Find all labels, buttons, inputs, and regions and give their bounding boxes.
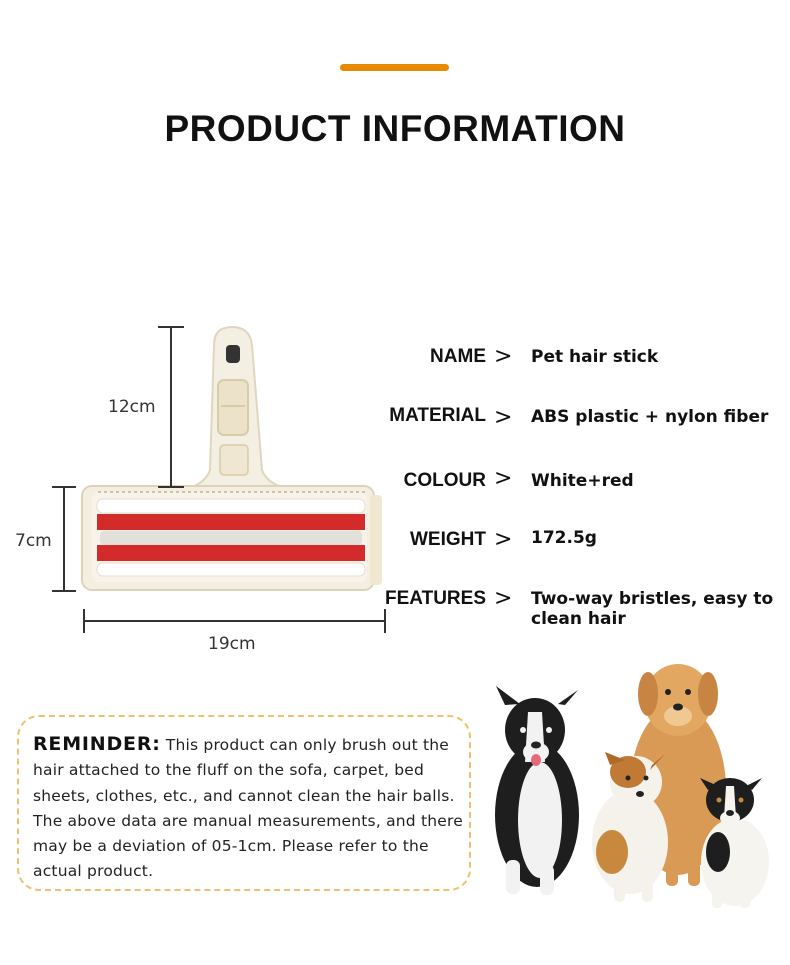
spec-label-colour: COLOUR (403, 470, 486, 491)
depth-dimension-cap-bottom (52, 590, 76, 592)
spec-arrow-weight: > (494, 527, 513, 552)
tricolor-dog (700, 778, 769, 908)
spec-value-material: ABS plastic + nylon fiber (531, 407, 769, 427)
spec-label-weight: WEIGHT (410, 529, 486, 550)
spec-value-colour: White+red (531, 471, 634, 491)
height-dimension-label: 12cm (108, 397, 156, 417)
height-dimension-cap-top (158, 326, 184, 328)
spec-value-name: Pet hair stick (531, 347, 659, 367)
width-dimension-cap-left (83, 609, 85, 633)
spec-label-features: FEATURES (385, 588, 486, 609)
width-dimension-line (83, 620, 385, 622)
depth-dimension-line (63, 487, 65, 591)
jack-russell-dog (592, 752, 668, 902)
spec-label-material: MATERIAL (389, 405, 486, 426)
depth-dimension-cap-top (52, 486, 76, 488)
spec-value-weight: 172.5g (531, 528, 597, 548)
border-collie-dog (495, 686, 579, 895)
golden-dog (630, 664, 726, 886)
reminder-text (33, 732, 463, 885)
width-dimension-cap-right (384, 609, 386, 633)
accent-bar (340, 64, 449, 71)
spec-arrow-name: > (494, 344, 513, 369)
spec-label-name: NAME (430, 346, 486, 367)
reminder-heading: REMINDER: (33, 733, 161, 755)
spec-arrow-features: > (494, 586, 513, 611)
spec-arrow-material: > (494, 405, 513, 430)
reminder-body: This product can only brush out the hair attached to the fluff on the sofa, carpet, bed sheets, clothes, etc., and cannot clean the hair balls. The above data are manual measurements, and there may be a deviation of 05-1cm. Please refer to the actual product. (33, 736, 463, 881)
spec-arrow-colour: > (494, 466, 513, 491)
page-title: PRODUCT INFORMATION (164, 108, 626, 149)
spec-value-features: Two-way bristles, easy to clean hair (531, 589, 774, 629)
depth-dimension-label: 7cm (15, 531, 52, 551)
width-dimension-label: 19cm (208, 634, 256, 654)
